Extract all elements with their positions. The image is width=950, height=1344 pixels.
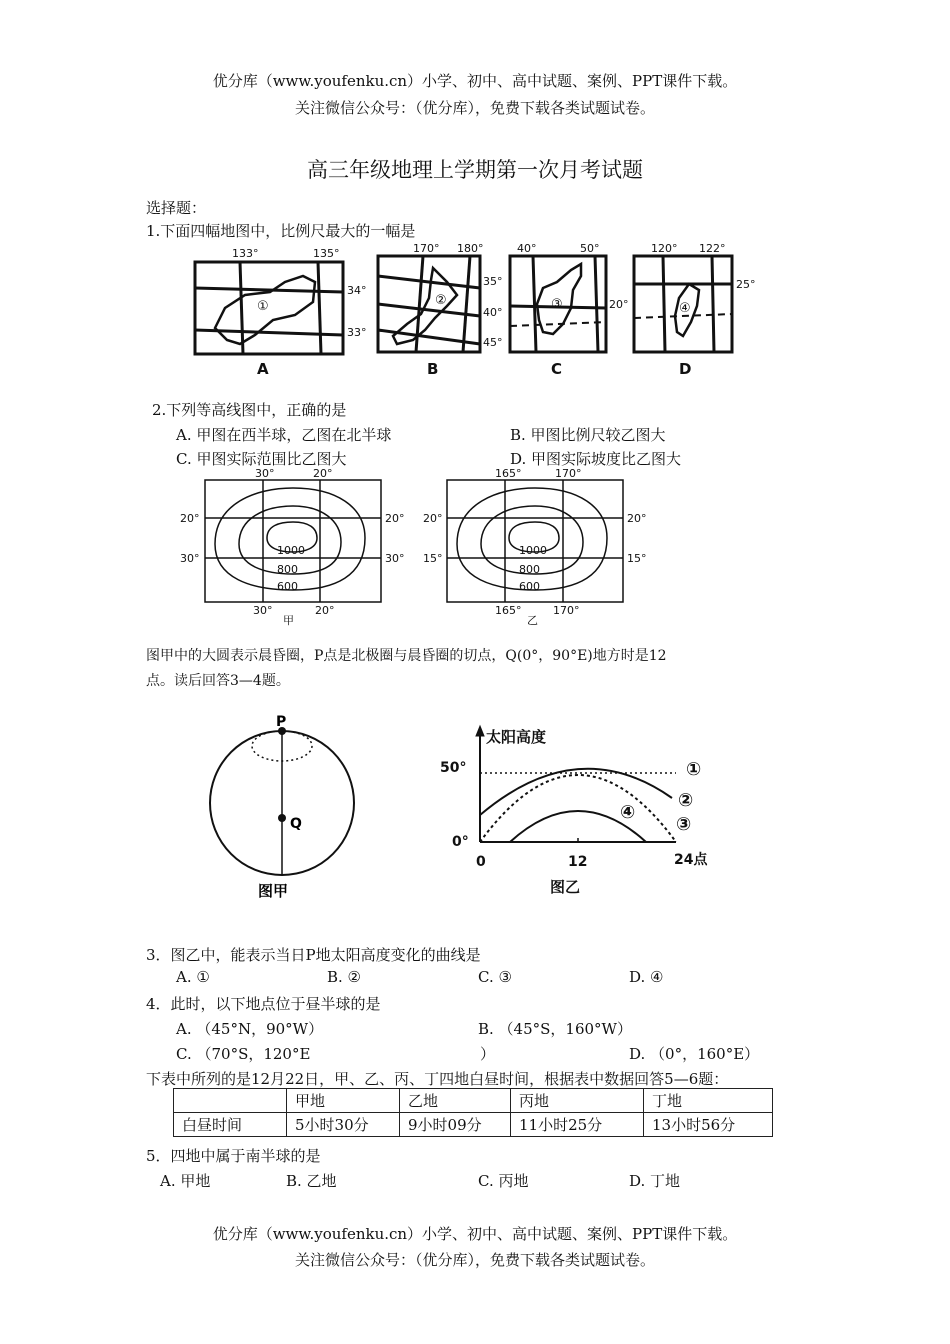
- map-b-lon-right: 180°: [457, 242, 484, 255]
- q5-option-d: D. 丁地: [629, 1172, 681, 1190]
- passage-line-1: 图甲中的大圆表示晨昏圈，P点是北极圈与晨昏圈的切点，Q(0°，90°E)地方时是12: [146, 648, 667, 664]
- passage-line-2: 点。读后回答3—4题。: [146, 673, 290, 689]
- q3-option-a: A. ①: [176, 968, 210, 986]
- table-header-cell: 丁地: [644, 1089, 773, 1113]
- map-c-lat-mid: 20°: [609, 298, 629, 311]
- table-cell: 9小时09分: [400, 1113, 511, 1137]
- q5-stem: 5．四地中属于南半球的是: [146, 1147, 321, 1165]
- table-cell: 白昼时间: [174, 1113, 287, 1137]
- jia-contour-800: 800: [277, 563, 298, 576]
- map-b-lat-bottom: 45°: [483, 336, 503, 349]
- map-a-letter: A: [257, 360, 269, 378]
- jia-right-bottom: 30°: [385, 552, 405, 565]
- map-d-mark: ④: [679, 301, 691, 316]
- q5-option-b: B. 乙地: [286, 1172, 337, 1190]
- map-b-letter: B: [427, 360, 439, 378]
- fig-yi-ylabel: 太阳高度: [486, 728, 547, 746]
- jia-bottom-left: 30°: [253, 604, 273, 617]
- daylight-table: [173, 1088, 773, 1137]
- curve-label-1: ①: [686, 759, 702, 780]
- map-b-lat-mid: 40°: [483, 306, 503, 319]
- yi-top-right: 170°: [555, 467, 582, 480]
- jia-top-left: 30°: [255, 467, 275, 480]
- q4-option-c: C. （70°S，120°E: [176, 1045, 311, 1063]
- jia-right-top: 20°: [385, 512, 405, 525]
- yi-contour-1000: 1000: [519, 544, 547, 557]
- map-a-lat-top: 34°: [347, 284, 367, 297]
- table-cell: 13小时56分: [644, 1113, 773, 1137]
- map-a-mark: ①: [257, 299, 269, 314]
- q4-option-a: A. （45°N，90°W）: [176, 1020, 324, 1038]
- fig-jia-p: P: [276, 714, 287, 730]
- curve-label-4: ④: [620, 802, 636, 823]
- yi-contour-600: 600: [519, 580, 540, 593]
- fig-yi-caption: 图乙: [550, 878, 581, 896]
- map-a-lat-bottom: 33°: [347, 326, 367, 339]
- table-row: [174, 1113, 773, 1137]
- q2-stem: 2.下列等高线图中，正确的是: [152, 401, 347, 419]
- jia-left-top: 20°: [180, 512, 200, 525]
- footer-line-2: 关注微信公众号：（优分库），免费下载各类试题试卷。: [294, 1251, 655, 1269]
- map-a-lon-right: 135°: [313, 247, 340, 260]
- yi-right-bottom: 15°: [627, 552, 647, 565]
- fig-yi-y0: 0°: [452, 834, 469, 850]
- jia-contour-600: 600: [277, 580, 298, 593]
- jia-left-bottom: 30°: [180, 552, 200, 565]
- map-a-lon-left: 133°: [232, 247, 259, 260]
- jia-bottom-right: 20°: [315, 604, 335, 617]
- yi-bottom-right: 170°: [553, 604, 580, 617]
- q2-contour-figure: [175, 466, 675, 626]
- yi-contour-800: 800: [519, 563, 540, 576]
- fig-jia-caption: 图甲: [258, 882, 289, 900]
- section-label: 选择题：: [146, 199, 207, 217]
- jia-top-right: 20°: [313, 467, 333, 480]
- map-b-mark: ②: [435, 293, 447, 308]
- q3-option-d: D. ④: [629, 968, 664, 986]
- q1-stem: 1.下面四幅地图中，比例尺最大的一幅是: [146, 222, 416, 240]
- yi-bottom-left: 165°: [495, 604, 522, 617]
- table-header-cell: 甲地: [287, 1089, 400, 1113]
- q4-option-c-close: ）: [480, 1045, 496, 1063]
- q4-stem: 4．此时，以下地点位于昼半球的是: [146, 995, 381, 1013]
- q3-option-b: B. ②: [327, 968, 362, 986]
- q2-option-c: C. 甲图实际范围比乙图大: [176, 450, 347, 468]
- map-c-letter: C: [551, 360, 563, 378]
- map-b-lon-left: 170°: [413, 242, 440, 255]
- header-line-2: 关注微信公众号：（优分库），免费下载各类试题试卷。: [294, 99, 655, 117]
- map-c-mark: ③: [551, 297, 563, 312]
- q1-maps-figure: [185, 240, 775, 380]
- map-d-lat-top: 25°: [736, 278, 756, 291]
- jia-contour-1000: 1000: [277, 544, 305, 557]
- table-cell: 5小时30分: [287, 1113, 400, 1137]
- map-b-lat-top: 35°: [483, 275, 503, 288]
- fig-yi-x0: 0: [476, 854, 486, 870]
- header-line-1: 优分库（www.youfenku.cn）小学、初中、高中试题、案例、PPT课件下载。: [212, 72, 738, 90]
- map-d-letter: D: [679, 360, 692, 378]
- yi-name: 乙: [527, 614, 538, 626]
- table-header-cell: 乙地: [400, 1089, 511, 1113]
- yi-left-bottom: 15°: [423, 552, 443, 565]
- q5-option-a: A. 甲地: [160, 1172, 211, 1190]
- yi-right-top: 20°: [627, 512, 647, 525]
- yi-left-top: 20°: [423, 512, 443, 525]
- map-d-lon-left: 120°: [651, 242, 678, 255]
- table-header-row: [174, 1089, 773, 1113]
- q3-stem: 3．图乙中，能表示当日P地太阳高度变化的曲线是: [146, 946, 481, 964]
- table-intro: 下表中所列的是12月22日，甲、乙、丙、丁四地白昼时间，根据表中数据回答5—6题：: [146, 1070, 729, 1088]
- table-header-cell: 丙地: [511, 1089, 644, 1113]
- fig-jia: [200, 708, 370, 903]
- q2-option-a: A. 甲图在西半球，乙图在北半球: [176, 426, 392, 444]
- fig-yi-y50: 50°: [440, 760, 467, 776]
- q5-option-c: C. 丙地: [478, 1172, 529, 1190]
- curve-label-3: ③: [676, 814, 692, 835]
- map-d-lon-right: 122°: [699, 242, 726, 255]
- fig-yi-x24: 24点: [674, 852, 708, 868]
- table-cell: 11小时25分: [511, 1113, 644, 1137]
- fig-yi: [440, 720, 740, 900]
- fig-jia-q: Q: [290, 816, 302, 832]
- q4-option-b: B. （45°S，160°W）: [478, 1020, 632, 1038]
- table-header-cell: [174, 1089, 287, 1113]
- footer-line-1: 优分库（www.youfenku.cn）小学、初中、高中试题、案例、PPT课件下载。: [212, 1225, 738, 1243]
- map-c-lon-right: 50°: [580, 242, 600, 255]
- yi-top-left: 165°: [495, 467, 522, 480]
- page-title: 高三年级地理上学期第一次月考试题: [307, 158, 643, 182]
- curve-label-2: ②: [678, 790, 694, 811]
- q2-option-b: B. 甲图比例尺较乙图大: [510, 426, 666, 444]
- q2-option-d: D. 甲图实际坡度比乙图大: [510, 450, 682, 468]
- q4-option-d: D. （0°，160°E）: [629, 1045, 760, 1063]
- map-c-lon-left: 40°: [517, 242, 537, 255]
- fig-yi-x12: 12: [568, 854, 588, 870]
- jia-name: 甲: [283, 614, 294, 626]
- q3-option-c: C. ③: [478, 968, 512, 986]
